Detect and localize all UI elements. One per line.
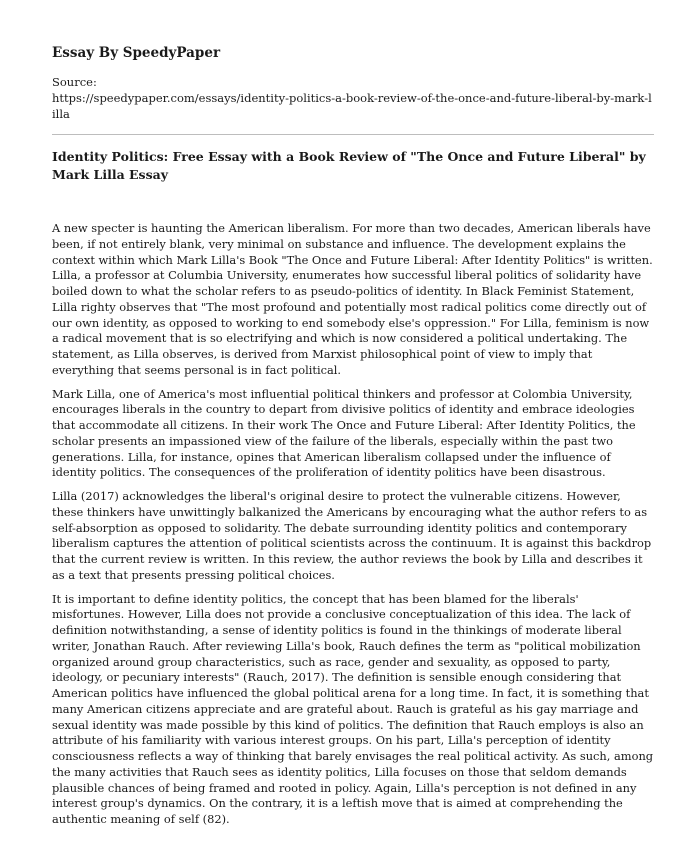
brand-title: Essay By SpeedyPaper <box>52 45 221 61</box>
divider <box>52 134 654 135</box>
source-label: Source: <box>52 75 97 89</box>
paragraph: Lilla (2017) acknowledges the liberal's original desire to protect the vulnerable citizens. However, these thinkers have unwittingly balkanized the Americans by encouraging what the author refers to as self-absorption as opposed to solidarity. The debate surrounding identity politics and contemporary liberalism captures the attention of political scientists across the continuum. It is against this backdrop that the current review is written. In this review, the author reviews the book by Lilla and describes it as a text that presents pressing political choices. <box>52 489 652 582</box>
source-url: https://speedypaper.com/essays/identity-politics-a-book-review-of-the-once-and-future-liberal-by-mark-lilla <box>52 91 652 121</box>
paragraph: A new specter is haunting the American liberalism. For more than two decades, American liberals have been, if not entirely blank, very minimal on substance and influence. The development explains the context within which Mark Lilla's Book "The Once and Future Liberal: After Identity Politics" is written. Lilla, a professor at Columbia University, enumerates how successful liberal politics of solidarity have boiled down to what the scholar refers to as pseudo-politics of identity. In Black Feminist Statement, Lilla righty observes that "The most profound and potentially most radical politics come directly out of our own identity, as opposed to working to end somebody else's oppression." For Lilla, feminism is now a radical movement that is so electrifying and which is now considered a political undertaking. The statement, as Lilla observes, is derived from Marxist philosophical point of view to imply that everything that seems personal is in fact political. <box>52 221 653 377</box>
source-block <box>52 74 654 122</box>
document-page <box>52 0 654 836</box>
essay-body <box>52 221 654 828</box>
paragraph: It is important to define identity politics, the concept that has been blamed for the liberals' misfortunes. However, Lilla does not provide a conclusive conceptualization of this idea. The lack of definition notwithstanding, a sense of identity politics is found in the thinkings of moderate liberal writer, Jonathan Rauch. After reviewing Lilla's book, Rauch defines the term as "political mobilization organized around group characteristics, such as race, gender and sexuality, as opposed to party, ideology, or pecuniary interests" (Rauch, 2017). The definition is sensible enough considering that American politics have influenced the global political arena for a long time. In fact, it is something that many American citizens appreciate and are grateful about. Rauch is grateful as his gay marriage and sexual identity was made possible by this kind of politics. The definition that Rauch employs is also an attribute of his familiarity with various interest groups. On his part, Lilla's perception of identity consciousness reflects a way of thinking that barely envisages the real political activity. As such, among the many activities that Rauch sees as identity politics, Lilla focuses on those that seldom demands plausible chances of being framed and rooted in policy. Again, Lilla's perception is not defined in any interest group's dynamics. On the contrary, it is a leftish move that is aimed at comprehending the authentic meaning of self (82). <box>52 591 654 826</box>
essay-title: Identity Politics: Free Essay with a Book Review of "The Once and Future Liberal" by Mark Lilla Essay <box>52 149 646 182</box>
paragraph: Mark Lilla, one of America's most influential political thinkers and professor at Colombia University, encourages liberals in the country to depart from divisive politics of identity and embrace ideologies that accommodate all citizens. In their work The Once and Future Liberal: After Identity Politics, the scholar presents an impassioned view of the failure of the liberals, especially within the past two generations. Lilla, for instance, opines that American liberalism collapsed under the influence of identity politics. The consequences of the proliferation of identity politics have been disastrous. <box>52 386 636 480</box>
